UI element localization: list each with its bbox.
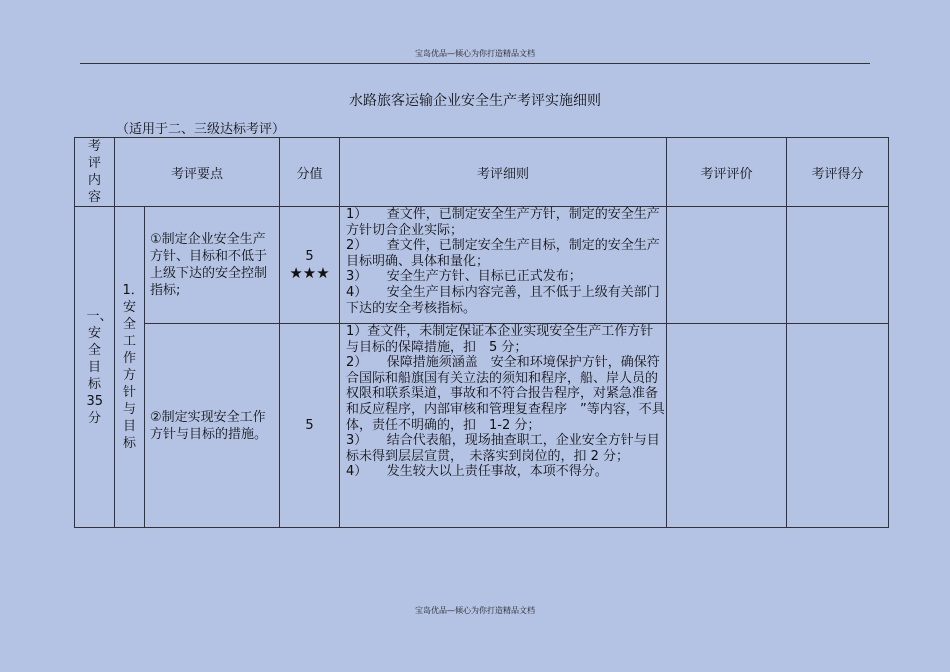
score-1-value: 5: [305, 249, 314, 264]
details-1-item: 4） 安全生产目标内容完善，且不低于上级有关部门下达的安全考核指标。: [346, 284, 660, 316]
evaluation-table: [74, 137, 889, 528]
category-label: 一、安全目标35分: [86, 308, 113, 426]
score-1-stars: ★★★: [289, 264, 330, 282]
result-1: [787, 207, 889, 324]
result-2: [787, 324, 889, 528]
point-2: ②制定实现安全工作方针与目标的措施。: [145, 324, 280, 528]
header-evaluation: 考评评价: [667, 138, 787, 207]
details-2-item: 3） 结合代表船，现场抽查职工，企业安全方针与目标未得到层层宣贯， 未落实到岗位的，扣 2 分；: [346, 433, 660, 464]
table-row: [75, 324, 889, 528]
score-2: 5: [280, 324, 340, 528]
details-2-item: 1）查文件，未制定保证本企业实现安全生产工作方针与目标的保障措施，扣 5 分；: [346, 324, 654, 355]
evaluation-2: [667, 324, 787, 528]
details-1: [340, 207, 667, 324]
header-score: 分值: [280, 138, 340, 207]
category-cell: [75, 207, 115, 528]
details-2: [340, 324, 667, 528]
header-points: 考评要点: [115, 138, 280, 207]
subcategory-label: 1．安全工作方针与目标: [122, 283, 144, 451]
details-1-item: 1） 查文件，已制定安全生产方针，制定的安全生产方针切合企业实际；: [346, 207, 660, 238]
details-2-item: 2） 保障措施须涵盖 安全和环境保护方针，确保符合国际和船旗国有关立法的须知和程序，船、岸人员的权限和联系渠道，事故和不符合报告程序，对紧急准备和反应程序，内部审核和管理复查程序 ”等内容，不具体，责任不明确的，扣 1-2 分；: [346, 355, 665, 433]
point-1: ①制定企业安全生产方针、目标和不低于上级下达的安全控制指标;: [145, 207, 280, 324]
evaluation-1: [667, 207, 787, 324]
table-row: [75, 207, 889, 324]
header-rule: [80, 63, 870, 64]
header-content: 考评内容: [75, 138, 115, 207]
document-title: 水路旅客运输企业安全生产考评实施细则: [349, 93, 601, 109]
details-2-item: 4） 发生较大以上责任事故，本项不得分。: [346, 464, 608, 480]
details-1-item: 3） 安全生产方针、目标已正式发布；: [346, 269, 582, 285]
subcategory-cell: [115, 207, 145, 528]
details-1-item: 2） 查文件，已制定安全生产目标，制定的安全生产目标明确、具体和量化；: [346, 238, 660, 269]
header-watermark: 宝岛优品—倾心为你打造精品文档: [415, 49, 535, 58]
score-1: [280, 207, 340, 324]
table-header-row: [75, 138, 889, 207]
header-result: 考评得分: [787, 138, 889, 207]
footer-watermark: 宝岛优品—倾心为你打造精品文档: [415, 606, 535, 615]
document-subtitle: （适用于二、三级达标考评）: [116, 122, 286, 137]
header-details: 考评细则: [340, 138, 667, 207]
